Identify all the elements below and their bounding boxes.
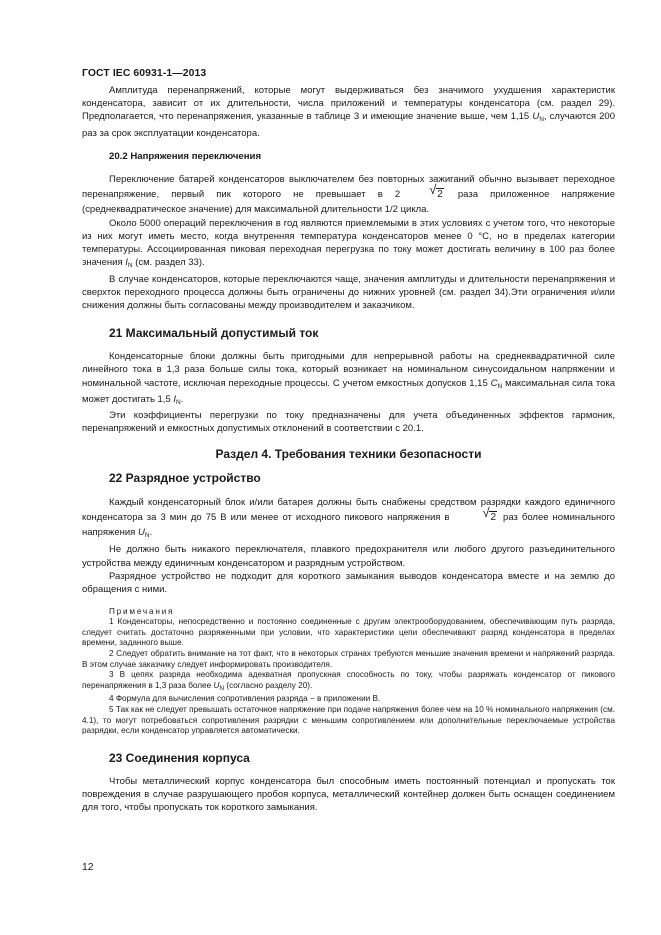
note-1: 1 Конденсаторы, непосредственно и постоянно соединенные с другим электрооборудованием, обеспечивающим путь разряда, следует считать достаточно разряженными при условии, что характеристики цепи обеспечивают разряд конденсатора в пределах времени, заданного выше. bbox=[82, 617, 615, 648]
paragraph-switching: Переключение батарей конденсаторов выключателем без повторных зажиганий обычно вызывает переходное перенапряжение, первый пик которого не превышает в 2 √ 2 раза приложенное напряжение (среднеквадратическое значение) для максимальной длительности 1/2 цикла. bbox=[82, 173, 615, 215]
paragraph-overvoltage-amplitude: Амплитуда перенапряжений, которые могут выдерживаться без значимого ухудшения характеристик конденсатора, зависит от их длительности, числа приложений и температуры конденсатора (см. раздел 29). Предполагается, что перенапряжения, указанные в таблице 3 и имеющие значение выше, чем 1,15 $U_N$, случаются 200 раз за срок эксплуатации конденсатора. bbox=[82, 85, 615, 139]
paragraph-case-connection: Чтобы металлический корпус конденсатора был способным иметь постоянный потенциал и пропускать ток повреждения в случае разрушающего пробоя корпуса, металлический контейнер должен быть оснащен соединением для того, чтобы пропускать ток короткого замыкания. bbox=[82, 775, 615, 814]
section-heading-23: 23 Соединения корпуса bbox=[109, 750, 250, 765]
subsection-heading-20-2: 20.2 Напряжения переключения bbox=[109, 150, 262, 162]
note-3: 3 В цепях разряда необходима адекватная пропускная способность по току, чтобы разряжать конденсатор от пикового перенапряжения в 1,3 раза более $U_N$ (согласно разделу 20). bbox=[82, 670, 615, 692]
notes-title: Примечания bbox=[109, 607, 175, 617]
paragraph-switch-operations: Около 5000 операций переключения в год являются приемлемыми в этих условиях с учетом того, что некоторые из них могут иметь место, когда внутренняя температура конденсаторов менее 0 °С, но в пределах категории температуры. Ассоциированная пиковая переходная перегрузка по току может достигать величину в 100 раз более значения $I_N$ (см. раздел 33). bbox=[82, 217, 615, 270]
paragraph-discharge-device: Каждый конденсаторный блок и/или батарея должны быть снабжены средством разрядки каждого единичного конденсатора за 3 мин до 75 В или менее от исходного пикового напряжения в √ 2 раз более номинального напряжения $U_N$. bbox=[82, 497, 615, 540]
page-number: 12 bbox=[82, 862, 94, 873]
note-2: 2 Следует обратить внимание на тот факт, что в некоторых странах требуются меньшие значения времени и напряжений разряда. В этом случае заказчику следует информировать производителя. bbox=[82, 649, 615, 669]
section-heading-22: 22 Разрядное устройство bbox=[109, 471, 261, 486]
paragraph-no-switch: Не должно быть никакого переключателя, плавкого предохранителя или любого другого разъединительного устройства между единичным конденсатором и разрядным устройством. bbox=[82, 544, 615, 569]
page-content bbox=[82, 84, 615, 814]
paragraph-overload-factors: Эти коэффициенты перегрузки по току предназначены для учета объединенных эффектов гармоник, перенапряжений и емкостных допустимых отклонений в соответствии с 20.1. bbox=[82, 410, 615, 435]
document-header: ГОСТ IEC 60931-1—2013 bbox=[82, 68, 207, 79]
note-5: 5 Так как не следует превышать остаточное напряжение при подаче напряжения более чем на 10 % номинального напряжения (см. 4.1), то могут потребоваться сопротивления разрядки с меньшим сопротивлением или дополнительные переключаемые устройства разрядки, если конденсатор управляется автоматически. bbox=[82, 705, 615, 736]
paragraph-short-circuit: Разрядное устройство не подходит для короткого замыкания выводов конденсатора вместе и на землю до обращения с ними. bbox=[82, 570, 615, 596]
note-4: 4 Формула для вычисления сопротивления разряда − в приложении В. bbox=[109, 694, 381, 704]
sqrt-symbol: √ 2 bbox=[429, 181, 443, 200]
section-heading-21: 21 Максимальный допустимый ток bbox=[109, 326, 319, 341]
paragraph-frequent-switching: В случае конденсаторов, которые переключаются чаще, значения амплитуды и длительности перенапряжения и сверхток переходного процесса должны быть ограничены до нижних уровней (см. раздел 34).Эти ограничения и/или снижения должны быть согласованы между производителем и заказчиком. bbox=[82, 273, 615, 312]
sqrt-symbol-2: √ 2 bbox=[482, 505, 497, 524]
paragraph-max-current: Конденсаторные блоки должны быть пригодными для непрерывной работы на среднеквадратичной силе линейного тока в 1,3 раза больше силы тока, который возникает на номинальном синусоидальном напряжении и номинальной частоте, исключая переходные процессы. С учетом емкостных допусков 1,15 $C_N$ максимальная сила тока может достигать 1,5 $I_N$. bbox=[82, 351, 615, 406]
part-heading-4: Раздел 4. Требования техники безопасности bbox=[215, 447, 482, 462]
